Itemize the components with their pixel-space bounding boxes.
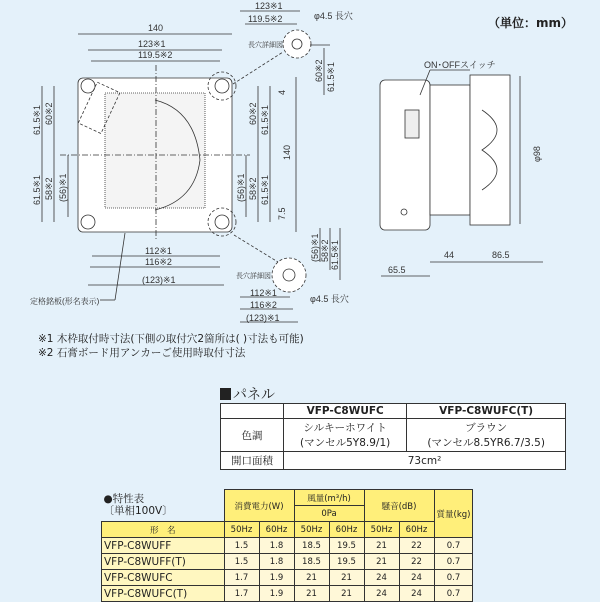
table-cell: VFP-C8WUFC(T) bbox=[407, 404, 566, 419]
table-cell: 1.7 bbox=[224, 570, 259, 586]
dim: 61.5※1 bbox=[260, 174, 270, 205]
table-cell: VFP-C8WUFC(T) bbox=[102, 586, 225, 602]
table-cell: 1.8 bbox=[259, 554, 294, 570]
table-cell: VFP-C8WUFF bbox=[102, 538, 225, 554]
dim: 58※2 bbox=[320, 239, 330, 262]
table-cell: 1.9 bbox=[259, 586, 294, 602]
panel-heading: パネル bbox=[220, 384, 275, 404]
table-cell: 21 bbox=[329, 570, 364, 586]
dim: 61.5※1 bbox=[32, 104, 42, 135]
table-cell: 24 bbox=[364, 586, 399, 602]
table-cell: 60Hz bbox=[329, 522, 364, 538]
table-cell: 21 bbox=[294, 570, 329, 586]
table-cell: 50Hz bbox=[364, 522, 399, 538]
table-cell: 50Hz bbox=[294, 522, 329, 538]
table-cell: 質量(kg) bbox=[434, 490, 473, 538]
table-cell: 形 名 bbox=[102, 522, 225, 538]
hole-label: φ4.5 長穴 bbox=[310, 294, 349, 304]
dim: (123)※1 bbox=[246, 313, 280, 323]
table-cell: 21 bbox=[294, 586, 329, 602]
table-cell: 騒音(dB) bbox=[364, 490, 434, 522]
table-cell: ブラウン (マンセル8.5YR6.7/3.5) bbox=[407, 419, 566, 452]
table-cell: 21 bbox=[364, 554, 399, 570]
table-cell: 24 bbox=[399, 570, 434, 586]
table-cell: 73cm² bbox=[284, 452, 566, 470]
table-cell: 24 bbox=[399, 586, 434, 602]
nameplate-label: 定格銘板(形名表示) bbox=[30, 297, 100, 306]
spec-table bbox=[101, 489, 473, 602]
table-cell: VFP-C8WUFC bbox=[284, 404, 407, 419]
dim: 4 bbox=[277, 89, 287, 95]
dim: (56)※1 bbox=[310, 233, 320, 262]
table-cell: 50Hz bbox=[224, 522, 259, 538]
note-1: ※1 木枠取付時寸法(下側の取付穴2箇所は( )寸法も可能) bbox=[38, 333, 304, 345]
hole-label: φ4.5 長穴 bbox=[314, 11, 353, 21]
square-bullet-icon bbox=[220, 388, 231, 400]
detail-label: 長穴詳細図 bbox=[236, 273, 271, 280]
table-cell: 60Hz bbox=[259, 522, 294, 538]
dim: (56)※1 bbox=[236, 173, 246, 202]
dim-123: 123※1 bbox=[138, 39, 166, 49]
dim: 58※2 bbox=[44, 177, 54, 200]
table-cell: 18.5 bbox=[294, 538, 329, 554]
note-2: ※2 石膏ボード用アンカーご使用時取付寸法 bbox=[38, 347, 246, 359]
dim: 61.5※1 bbox=[32, 174, 42, 205]
table-cell: 1.7 bbox=[224, 586, 259, 602]
dim: 7.5 bbox=[277, 207, 287, 220]
table-cell: 0Pa bbox=[294, 506, 364, 522]
dim: (123)※1 bbox=[142, 275, 176, 285]
dim: 65.5 bbox=[388, 265, 406, 275]
table-cell bbox=[221, 404, 284, 419]
table-cell: 21 bbox=[329, 586, 364, 602]
detail-label: 長穴詳細図 bbox=[248, 42, 283, 49]
grille bbox=[105, 93, 205, 208]
notes bbox=[38, 332, 304, 360]
fan-body-side bbox=[380, 80, 430, 230]
dim: 116※2 bbox=[145, 257, 172, 267]
dim-119-5: 119.5※2 bbox=[138, 50, 173, 60]
table-cell: 1.9 bbox=[259, 570, 294, 586]
switch-label: ON･OFFスイッチ bbox=[424, 60, 496, 70]
table-cell: 0.7 bbox=[434, 570, 473, 586]
table-cell: 0.7 bbox=[434, 586, 473, 602]
table-cell: 消費電力(W) bbox=[224, 490, 294, 522]
table-cell: 開口面積 bbox=[221, 452, 284, 470]
table-cell: 色調 bbox=[221, 419, 284, 452]
panel-table bbox=[220, 403, 566, 470]
dim-height: 140 bbox=[282, 144, 292, 160]
table-cell: 19.5 bbox=[329, 554, 364, 570]
dim: 60※2 bbox=[44, 102, 54, 125]
table-cell: 22 bbox=[399, 538, 434, 554]
table-cell: VFP-C8WUFF(T) bbox=[102, 554, 225, 570]
table-cell: 0.7 bbox=[434, 554, 473, 570]
dim: 61.5※1 bbox=[326, 61, 336, 92]
dim: 119.5※2 bbox=[248, 14, 283, 24]
on-off-switch bbox=[405, 110, 419, 138]
dim: 61.5※1 bbox=[330, 239, 340, 270]
dim: 116※2 bbox=[250, 300, 277, 310]
dim: φ98 bbox=[532, 146, 542, 162]
dim: 58※2 bbox=[248, 177, 258, 200]
dim: 60※2 bbox=[248, 102, 258, 125]
table-cell: 18.5 bbox=[294, 554, 329, 570]
dim: 86.5 bbox=[492, 250, 510, 260]
unit-label: （単位：mm） bbox=[488, 16, 574, 30]
dim-width: 140 bbox=[148, 23, 164, 33]
table-cell: ●特性表 〔単相100V〕 bbox=[103, 493, 173, 518]
table-cell: 1.5 bbox=[224, 554, 259, 570]
table-row bbox=[102, 570, 473, 586]
table-cell: 24 bbox=[364, 570, 399, 586]
table-row bbox=[102, 586, 473, 602]
dim: 112※1 bbox=[250, 288, 277, 298]
table-cell: 60Hz bbox=[399, 522, 434, 538]
dim: 44 bbox=[444, 250, 455, 260]
table-cell: 風量(m³/h) bbox=[294, 490, 364, 506]
dim: 112※1 bbox=[145, 246, 172, 256]
table-cell: 22 bbox=[399, 554, 434, 570]
table-cell: 1.8 bbox=[259, 538, 294, 554]
table-cell: 19.5 bbox=[329, 538, 364, 554]
table-cell: 21 bbox=[364, 538, 399, 554]
dim: (56)※1 bbox=[58, 173, 68, 202]
table-row bbox=[102, 538, 473, 554]
dim: 123※1 bbox=[255, 1, 283, 11]
table-cell: 1.5 bbox=[224, 538, 259, 554]
dim: 60※2 bbox=[314, 59, 324, 82]
table-row bbox=[102, 554, 473, 570]
table-cell: 0.7 bbox=[434, 538, 473, 554]
dim: 61.5※1 bbox=[260, 104, 270, 135]
table-cell: VFP-C8WUFC bbox=[102, 570, 225, 586]
table-cell: シルキーホワイト (マンセル5Y8.9/1) bbox=[284, 419, 407, 452]
